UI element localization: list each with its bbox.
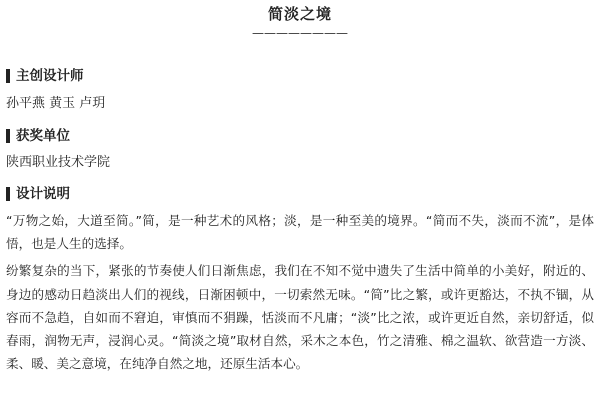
description-paragraph-2: 纷繁复杂的当下，紧张的节奏使人们日渐焦虑，我们在不知不觉中遗失了生活中简单的小美好，附近的、身边的感动日趋淡出人们的视线，日渐困顿中，一切索然无味。“简”比之繁，或许更豁达，不执不锢，从容而不急趋，自如而不窘迫，审慎而不狷躁，恬淡而不凡庸；“淡”比之浓，或许更近自然，亲切舒适，似春雨，润物无声，浸润心灵。“简淡之境”取材自然，采木之本色，竹之清雅、棉之温软、欲营造一方淡、柔、暖、美之意境，在纯净自然之地，还原生活本心。 (6, 263, 594, 372)
designers-heading (6, 67, 84, 85)
description-heading-label: 设计说明 (16, 186, 70, 202)
designers-heading-label: 主创设计师 (16, 68, 84, 84)
title-underline: ———————— (252, 26, 348, 40)
heading-bar-marker (6, 69, 10, 83)
heading-bar-marker (6, 129, 10, 143)
design-description (6, 209, 594, 379)
page-title: 简淡之境 (267, 5, 332, 23)
award-unit-name: 陕西职业技术学院 (6, 155, 111, 170)
award-unit-heading-label: 获奖单位 (16, 128, 70, 144)
description-paragraph-1: “万物之始，大道至简。”简，是一种艺术的风格；淡，是一种至美的境界。“简而不失，淡而不流”，是体悟，也是人生的选择。 (6, 213, 594, 252)
description-heading (6, 185, 70, 203)
designers-names: 孙平燕 黄玉 卢玥 (6, 96, 106, 111)
heading-bar-marker (6, 187, 10, 201)
award-unit-heading (6, 127, 70, 145)
